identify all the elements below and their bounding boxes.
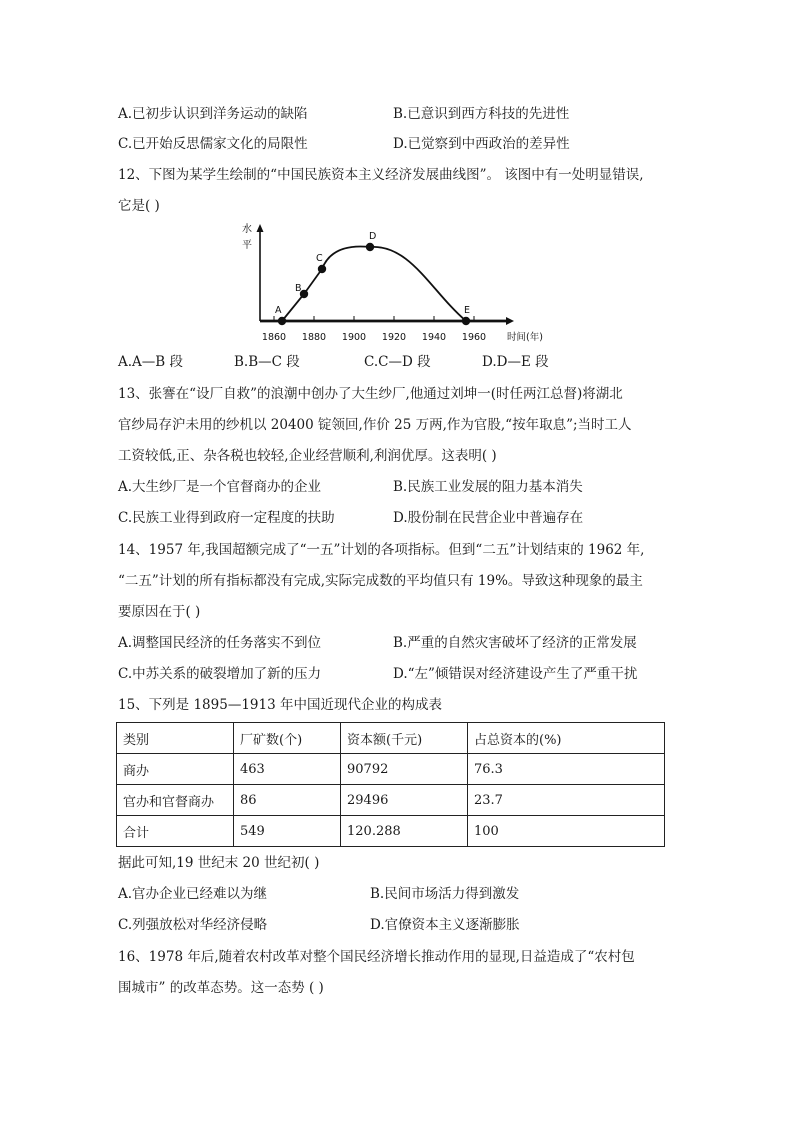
q15-option-c: C.列强放松对华经济侵略 xyxy=(118,917,268,933)
q14-line3: 要原因在于( ) xyxy=(118,604,201,620)
q12-option-c: C.C—D 段 xyxy=(364,354,431,370)
point-c xyxy=(318,265,326,273)
q13-option-c: C.民族工业得到政府一定程度的扶助 xyxy=(118,510,335,526)
q12-option-b: B.B—C 段 xyxy=(234,354,300,370)
table-cell: 120.288 xyxy=(341,816,468,847)
table-row xyxy=(117,754,665,785)
q14-line2: “二五”计划的所有指标都没有完成,实际完成数的平均值只有 19%。导致这种现象的最主 xyxy=(118,573,643,589)
point-label-d: D xyxy=(369,231,377,242)
table-header-row xyxy=(117,723,665,754)
x-tick-label: 1940 xyxy=(421,332,447,343)
chart-ylabel-1: 水 xyxy=(242,224,252,235)
y-axis-arrow xyxy=(257,224,264,232)
table-header: 占总资本的(%) xyxy=(468,723,665,754)
q15-option-d: D.官僚资本主义逐渐膨胀 xyxy=(370,917,520,933)
table-cell: 90792 xyxy=(341,754,468,785)
point-label-a: A xyxy=(275,305,282,316)
q14-option-c: C.中苏关系的破裂增加了新的压力 xyxy=(118,666,322,682)
q13-option-d: D.股份制在民营企业中普遍存在 xyxy=(393,510,584,526)
q15-table xyxy=(116,722,665,847)
q12-stem-line2: 它是( ) xyxy=(118,198,160,214)
table-cell: 86 xyxy=(234,785,341,816)
x-axis-arrow xyxy=(506,317,514,325)
x-tick-label: 1860 xyxy=(261,332,287,343)
q13-option-a: A.大生纱厂是一个官督商办的企业 xyxy=(118,479,322,495)
q14-option-a: A.调整国民经济的任务落实不到位 xyxy=(118,635,322,651)
table-header: 厂矿数(个) xyxy=(234,723,341,754)
table-cell: 商办 xyxy=(117,754,234,785)
q11-option-b: B.已意识到西方科技的先进性 xyxy=(393,106,570,122)
q14-option-b: B.严重的自然灾害破坏了经济的正常发展 xyxy=(393,635,637,651)
q15-option-b: B.民间市场活力得到激发 xyxy=(370,886,520,902)
q15-after: 据此可知,19 世纪末 20 世纪初( ) xyxy=(118,855,320,871)
point-label-b: B xyxy=(295,283,302,294)
table-header: 资本额(千元) xyxy=(341,723,468,754)
table-cell: 29496 xyxy=(341,785,468,816)
table-header: 类别 xyxy=(117,723,234,754)
table-cell: 合计 xyxy=(117,816,234,847)
q13-line3: 工资较低,正、杂各税也较轻,企业经营顺利,利润优厚。这表明( ) xyxy=(118,448,497,464)
q13-line2: 官纱局存沪未用的纱机以 20400 锭领回,作价 25 万两,作为官股,“按年取息”;当时工人 xyxy=(118,417,632,433)
q12-stem-line1: 12、下图为某学生绘制的“中国民族资本主义经济发展曲线图”。 该图中有一处明显错误, xyxy=(118,167,644,183)
x-tick-label: 1920 xyxy=(381,332,407,343)
x-tick-label: 1880 xyxy=(301,332,327,343)
chart-xlabel: 时间(年) xyxy=(507,332,543,343)
q15-option-a: A.官办企业已经难以为继 xyxy=(118,886,268,902)
x-tick-label: 1960 xyxy=(461,332,487,343)
q12-chart xyxy=(230,216,560,348)
table-cell: 100 xyxy=(468,816,665,847)
q12-option-a: A.A—B 段 xyxy=(118,354,184,370)
point-label-c: C xyxy=(316,253,323,264)
q11-option-a: A.已初步认识到洋务运动的缺陷 xyxy=(118,106,308,122)
q14-option-d: D.“左”倾错误对经济建设产生了严重干扰 xyxy=(393,666,638,682)
table-cell: 76.3 xyxy=(468,754,665,785)
table-cell: 官办和官督商办 xyxy=(117,785,234,816)
q12-option-d: D.D—E 段 xyxy=(482,354,549,370)
q16-line1: 16、1978 年后,随着农村改革对整个国民经济增长推动作用的显现,日益造成了“农村包 xyxy=(118,949,635,965)
table-row xyxy=(117,816,665,847)
q16-line2: 围城市” 的改革态势。这一态势 ( ) xyxy=(118,980,324,996)
q14-line1: 14、1957 年,我国超额完成了“一五”计划的各项指标。但到“二五”计划结束的 1962 年, xyxy=(118,542,645,558)
q13-line1: 13、张謇在“设厂自救”的浪潮中创办了大生纱厂,他通过刘坤一(时任两江总督)将湖北 xyxy=(118,386,623,402)
q11-option-c: C.已开始反思儒家文化的局限性 xyxy=(118,136,308,152)
table-cell: 23.7 xyxy=(468,785,665,816)
point-d xyxy=(366,243,374,251)
chart-curve xyxy=(282,246,466,321)
q13-option-b: B.民族工业发展的阻力基本消失 xyxy=(393,479,583,495)
q11-option-d: D.已觉察到中西政治的差异性 xyxy=(393,136,570,152)
q15-stem: 15、下列是 1895—1913 年中国近现代企业的构成表 xyxy=(118,697,442,713)
x-tick-label: 1900 xyxy=(341,332,367,343)
chart-ylabel-2: 平 xyxy=(242,240,252,251)
table-cell: 549 xyxy=(234,816,341,847)
table-cell: 463 xyxy=(234,754,341,785)
point-e xyxy=(462,317,470,325)
table-row xyxy=(117,785,665,816)
point-a xyxy=(278,317,286,325)
point-label-e: E xyxy=(464,305,471,316)
